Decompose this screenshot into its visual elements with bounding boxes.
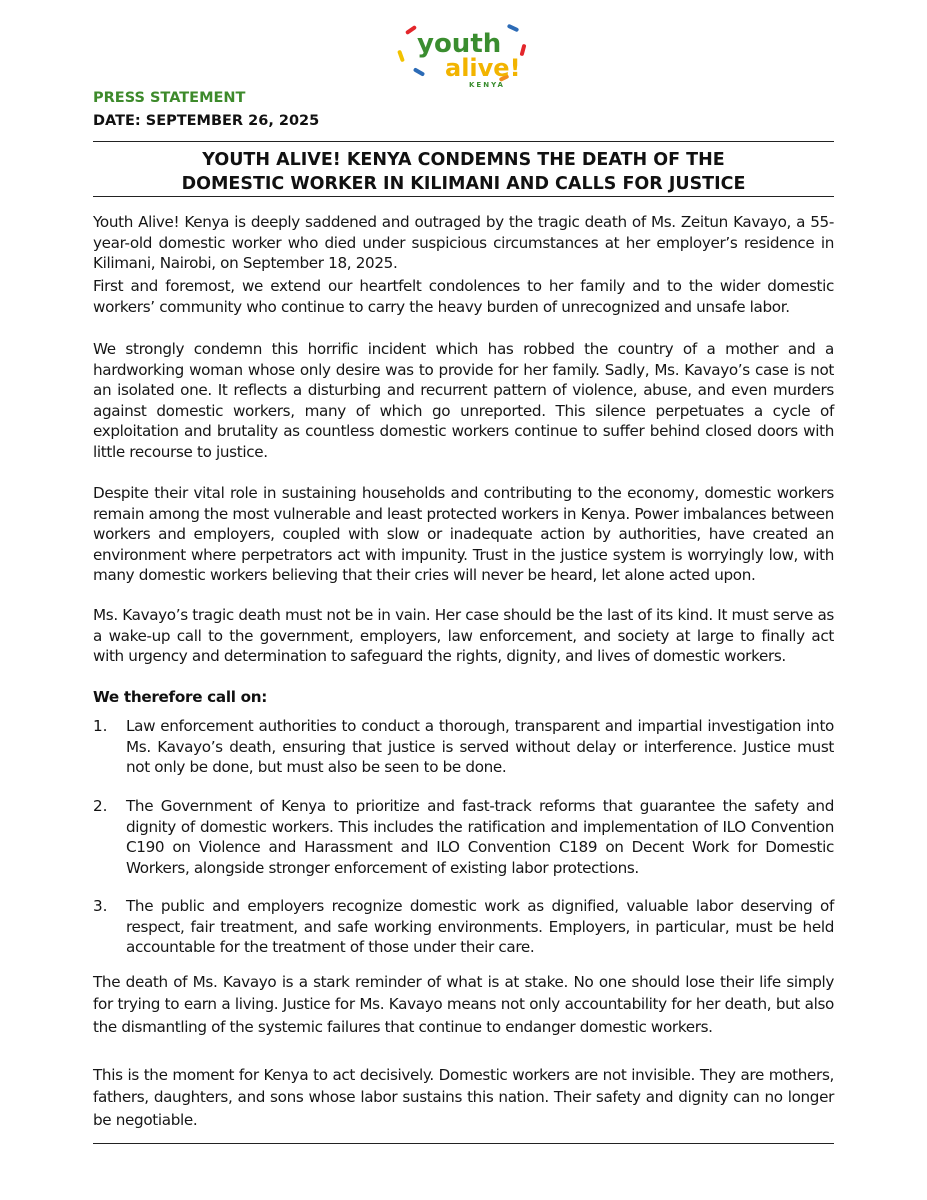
paragraph-stark-reminder: The death of Ms. Kavayo is a stark reminder of what is at stake. No one should lose their life simply for trying to earn a living. Justice for Ms. Kavayo means not only accountability for her death, but also the dismantling of the systemic failures that continue to endanger domestic workers. [93,973,834,1036]
divider [93,1143,834,1144]
list-item-number: 3. [93,897,108,915]
list-item-text: The Government of Kenya to prioritize and fast-track reforms that guarantee the safety and dignity of domestic workers. This includes the ratification and implementation of ILO Convention C190 on Violence and Harassment and ILO Convention C189 on Decent Work for Domestic Workers, alongside stronger enforcement of existing labor protections. [126,797,834,877]
paragraph-intro: Youth Alive! Kenya is deeply saddened and outraged by the tragic death of Ms. Zeitun Kavayo, a 55-year-old domestic worker who died under suspicious circumstances at her employer’s residence in Kilimani, Nairobi, on September 18, 2025. [93,213,834,273]
paragraph-closing: This is the moment for Kenya to act decisively. Domestic workers are not invisible. They are mothers, fathers, daughters, and sons whose labor sustains this nation. Their safety and dignity can no longer be negotiable. [93,1066,834,1129]
statement-title [93,148,834,196]
logo-word-alive: alive! [445,54,521,82]
divider [93,141,834,142]
logo-confetti [405,25,417,35]
logo-confetti [507,24,520,33]
logo-confetti [520,44,527,57]
youth-alive-kenya-logo [395,20,535,90]
logo-country: KENYA [469,81,505,89]
title-line-2: DOMESTIC WORKER IN KILIMANI AND CALLS FOR JUSTICE [181,174,746,194]
list-item-text: The public and employers recognize domestic work as dignified, valuable labor deserving of respect, fair treatment, and safe working environments. Employers, in particular, must be held accountable for the treatment of those under their care. [126,897,834,957]
divider [93,196,834,197]
logo-confetti [413,67,425,76]
paragraph-condemn: We strongly condemn this horrific incident which has robbed the country of a mother and a hardworking woman whose only desire was to provide for her family. Sadly, Ms. Kavayo’s case is not an isolated one. It reflects a disturbing and recurrent pattern of violence, abuse, and even murders against domestic workers, many of which go unreported. This silence perpetuates a cycle of exploitation and brutality as countless domestic workers continue to suffer behind closed doors with little recourse to justice. [93,340,834,461]
logo-confetti [397,50,405,63]
call-on-heading: We therefore call on: [93,688,268,706]
list-item-text: Law enforcement authorities to conduct a thorough, transparent and impartial investigation into Ms. Kavayo’s death, ensuring that justice is served without delay or interference. Justice must not only be done, but must also be seen to be done. [126,717,834,777]
paragraph-vulnerability: Despite their vital role in sustaining households and contributing to the economy, domestic workers remain among the most vulnerable and least protected workers in Kenya. Power imbalances between workers and employers, coupled with slow or inadequate action by authorities, have created an environment where perpetrators act with impunity. Trust in the justice system is worryingly low, with many domestic workers believing that their cries will never be heard, let alone acted upon. [93,484,834,585]
list-item-number: 2. [93,797,108,815]
paragraph-condolences: First and foremost, we extend our heartfelt condolences to her family and to the wider domestic workers’ community who continue to carry the heavy burden of unrecognized and unsafe labor. [93,277,834,316]
logo-word-youth: youth [417,29,502,59]
list-item-number: 1. [93,717,108,735]
press-statement-label: PRESS STATEMENT [93,90,246,106]
paragraph-wake-up-call: Ms. Kavayo’s tragic death must not be in vain. Her case should be the last of its kind. It must serve as a wake-up call to the government, employers, law enforcement, and society at large to finally act with urgency and determination to safeguard the rights, dignity, and lives of domestic workers. [93,606,834,666]
statement-date: DATE: SEPTEMBER 26, 2025 [93,113,320,129]
title-line-1: YOUTH ALIVE! KENYA CONDEMNS THE DEATH OF THE [202,150,725,170]
